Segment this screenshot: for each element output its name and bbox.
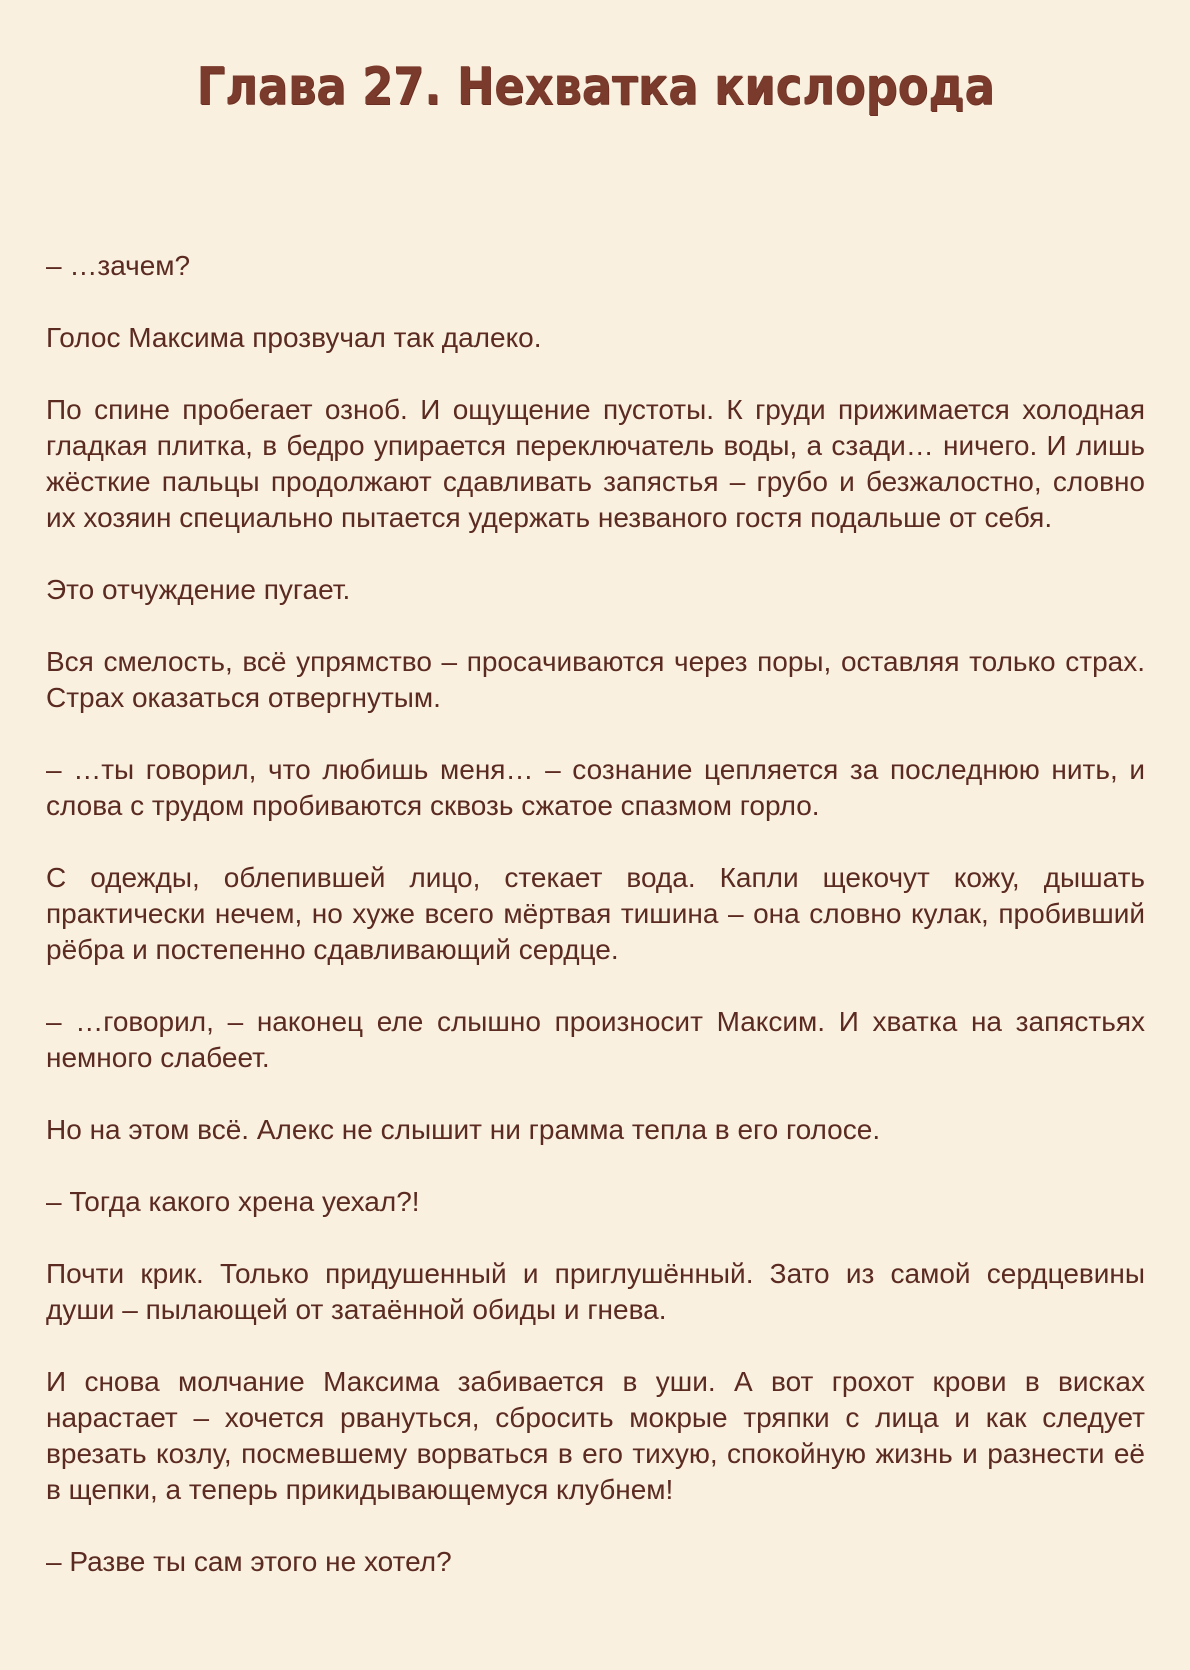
paragraph-13: – Разве ты сам этого не хотел? [46, 1546, 452, 1577]
book-page [46, 0, 1145, 1670]
paragraph-6: – …ты говорил, что любишь меня… – сознание цепляется за последнюю нить, и слова с трудом пробиваются сквозь сжатое спазмом горло. [46, 754, 1145, 821]
paragraph-11: Почти крик. Только придушенный и приглушённый. Зато из самой сердцевины души – пылающей от затаённой обиды и гнева. [46, 1258, 1145, 1325]
paragraph-9: Но на этом всё. Алекс не слышит ни грамма тепла в его голосе. [46, 1114, 881, 1145]
paragraph-7: С одежды, облепившей лицо, стекает вода. Капли щекочут кожу, дышать практически нечем, но хуже всего мёртвая тишина – она словно кулак, пробивший рёбра и постепенно сдавливающий сердце. [46, 862, 1145, 965]
paragraph-10: – Тогда какого хрена уехал?! [46, 1186, 420, 1217]
paragraph-8: – …говорил, – наконец еле слышно произносит Максим. И хватка на запястьях немного слабеет. [46, 1006, 1145, 1073]
paragraph-5: Вся смелость, всё упрямство – просачиваются через поры, оставляя только страх. Страх оказаться отвергнутым. [46, 646, 1145, 713]
paragraph-4: Это отчуждение пугает. [46, 574, 351, 605]
chapter-body [46, 248, 1145, 1580]
paragraph-12: И снова молчание Максима забивается в уши. А вот грохот крови в висках нарастает – хочется рвануться, сбросить мокрые тряпки с лица и как следует врезать козлу, посмевшему ворваться в его тихую, спокойную жизнь и разнести её в щепки, а теперь прикидывающемуся клубнем! [46, 1366, 1145, 1505]
paragraph-3: По спине пробегает озноб. И ощущение пустоты. К груди прижимается холодная гладкая плитка, в бедро упирается переключатель воды, а сзади… ничего. И лишь жёсткие пальцы продолжают сдавливать запястья – грубо и безжалостно, словно их хозяин специально пытается удержать незваного гостя подальше от себя. [46, 394, 1145, 533]
paragraph-2: Голос Максима прозвучал так далеко. [46, 322, 542, 353]
chapter-title: Глава 27. Нехватка кислорода [196, 57, 995, 117]
paragraph-1: – …зачем? [46, 250, 191, 281]
